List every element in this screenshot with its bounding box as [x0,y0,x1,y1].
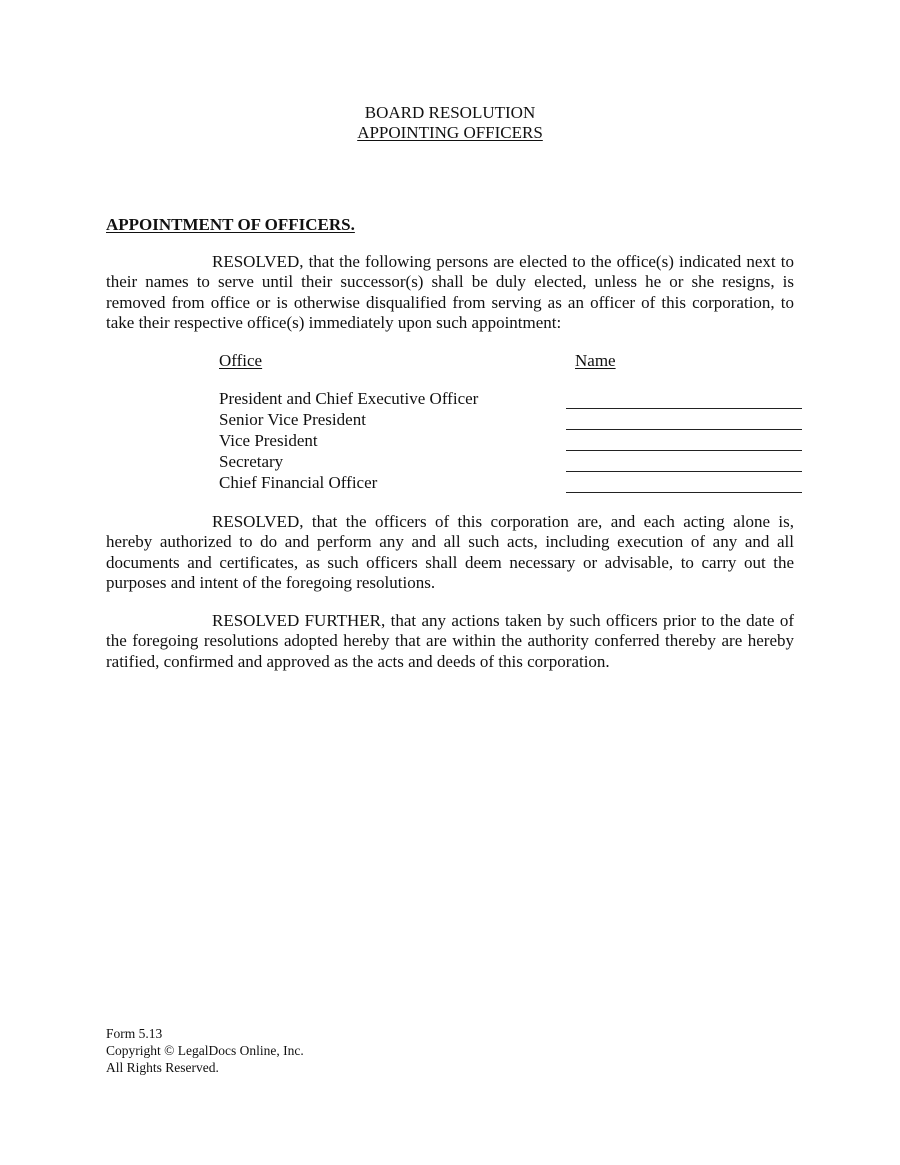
name-signature-line[interactable] [566,471,802,472]
name-column-header: Name [575,351,616,370]
office-label: Secretary [219,452,284,471]
title-line-2: APPOINTING OFFICERS [357,123,543,142]
name-signature-line[interactable] [566,408,802,409]
officer-rows [219,389,802,494]
officer-row [219,431,802,452]
office-label: Senior Vice President [219,410,366,429]
officer-row [219,473,802,494]
copyright-notice: Copyright © LegalDocs Online, Inc. [106,1043,304,1058]
officer-row [219,452,802,473]
document-footer [106,1025,304,1076]
name-signature-line[interactable] [566,450,802,451]
document-title [0,103,900,143]
name-signature-line[interactable] [566,429,802,430]
resolution-paragraph-3: RESOLVED FURTHER, that any actions taken by such officers prior to the date of the foregoing resolutions adopted hereby that are within the authority conferred thereby are hereby ratified, confirmed and approved as the acts and deeds of this corporation. [106,611,794,671]
officer-row [219,389,802,410]
office-label: President and Chief Executive Officer [219,389,479,408]
title-line-1: BOARD RESOLUTION [364,103,536,122]
resolution-paragraph-1: RESOLVED, that the following persons are elected to the office(s) indicated next to their names to serve until their successor(s) shall be duly elected, unless he or she resigns, is removed from office or is otherwise disqualified from serving as an officer of this corporation, to take their respective office(s) immediately upon such appointment: [106,252,794,332]
rights-notice: All Rights Reserved. [106,1060,219,1075]
office-label: Vice President [219,431,318,450]
officer-row [219,410,802,431]
section-heading: APPOINTMENT OF OFFICERS. [106,215,355,234]
office-column-header: Office [219,351,263,370]
name-signature-line[interactable] [566,492,802,493]
resolution-paragraph-2: RESOLVED, that the officers of this corporation are, and each acting alone is, hereby authorized to do and perform any and all such acts, including execution of any and all documents and certificates, as such officers shall deem necessary or advisable, to carry out the purposes and intent of the foregoing resolutions. [106,512,794,592]
office-label: Chief Financial Officer [219,473,378,492]
form-number: Form 5.13 [106,1026,163,1041]
